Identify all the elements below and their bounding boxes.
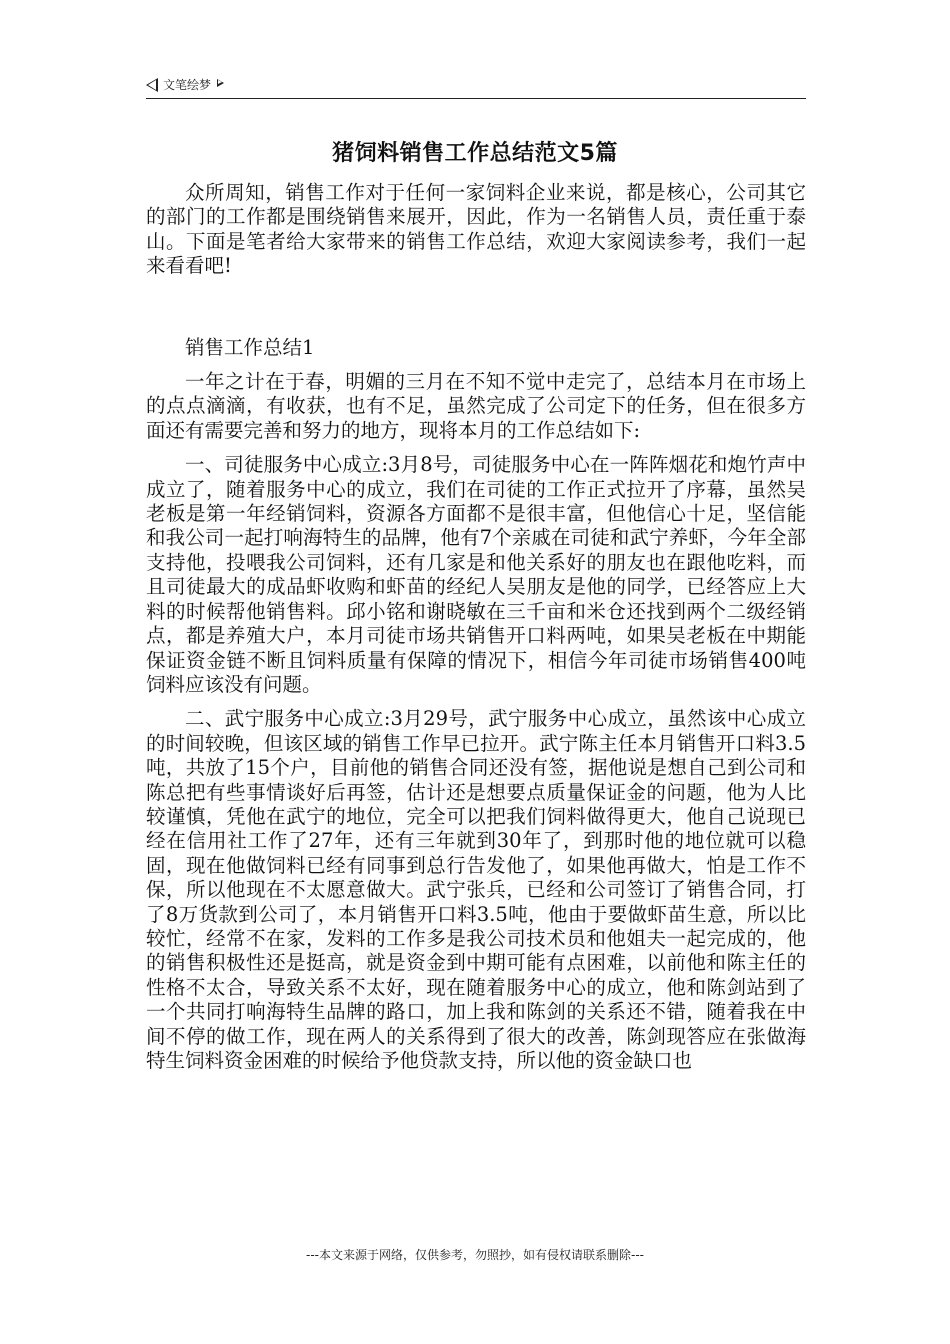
page-footer: ---本文来源于网络，仅供参考，勿照抄，如有侵权请联系删除--- (306, 1248, 644, 1262)
body-paragraph-2: 一、司徒服务中心成立:3月8号，司徒服务中心在一阵阵烟花和炮竹声中成立了，随着服务中心的成立，我们在司徒的工作正式拉开了序幕，虽然吴老板是第一年经销饲料，资源各方面都不是很丰富，但他信心十足，坚信能和我公司一起打响海特生的品牌，他有7个亲戚在司徒和武宁养虾，今年全部支持他，投喂我公司饲料，还有几家是和他关系好的朋友也在跟他吃料，而且司徒最大的成品虾收购和虾苗的经纪人吴朋友是他的同学，已经答应上大料的时候帮他销售料。邱小铭和谢晓敏在三千亩和米仓还找到两个二级经销点，都是养殖大户，本月司徒市场共销售开口料两吨，如果吴老板在中期能保证资金链不断且饲料质量有保障的情况下，相信今年司徒市场销售400吨饲料应该没有问题。 (146, 453, 806, 696)
paragraph-spacer (146, 443, 806, 453)
header-brand (146, 76, 224, 93)
document-body (146, 181, 806, 1073)
document-title: 猪饲料销售工作总结范文5篇 (332, 141, 618, 166)
header-brand-text: 文笔绘梦 (163, 78, 212, 92)
page-header (146, 74, 806, 99)
paragraph-spacer (146, 360, 806, 370)
triangle-left-icon (146, 78, 158, 92)
intro-paragraph: 众所周知，销售工作对于任何一家饲料企业来说，都是核心，公司其它的部门的工作都是围绕销售来展开，因此，作为一名销售人员，责任重于泰山。下面是笔者给大家带来的销售工作总结，欢迎大家阅读参考，我们一起来看看吧! (146, 181, 806, 278)
body-paragraph-1: 一年之计在于春，明媚的三月在不知不觉中走完了，总结本月在市场上的点点滴滴，有收获，也有不足，虽然完成了公司定下的任务，但在很多方面还有需要完善和努力的地方，现将本月的工作总结如下: (146, 370, 806, 442)
triangle-right-icon (217, 79, 224, 87)
section-spacer (146, 279, 806, 336)
paragraph-spacer (146, 697, 806, 707)
section-heading: 销售工作总结1 (185, 335, 315, 359)
body-paragraph-3: 二、武宁服务中心成立:3月29号，武宁服务中心成立，虽然该中心成立的时间较晚，但该区域的销售工作早已拉开。武宁陈主任本月销售开口料3.5吨，共放了15个户，目前他的销售合同还没有签，据他说是想自己到公司和陈总把有些事情谈好后再签，估计还是想要点质量保证金的问题，他为人比较谨慎，凭他在武宁的地位，完全可以把我们饲料做得更大，他自己说现已经在信用社工作了27年，还有三年就到30年了，到那时他的地位就可以稳固，现在他做饲料已经有同事到总行告发他了，如果他再做大，怕是工作不保，所以他现在不太愿意做大。武宁张兵，已经和公司签订了销售合同，打了8万货款到公司了，本月销售开口料3.5吨，他由于要做虾苗生意，所以比较忙，经常不在家，发料的工作多是我公司技术员和他姐夫一起完成的，他的销售积极性还是挺高，就是资金到中期可能有点困难，以前他和陈主任的性格不太合，导致关系不太好，现在随着服务中心的成立，他和陈剑站到了一个共同打响海特生品牌的路口，加上我和陈剑的关系还不错，随着我在中间不停的做工作，现在两人的关系得到了很大的改善，陈剑现答应在张做海特生饲料资金困难的时候给予他贷款支持，所以他的资金缺口也 (146, 707, 806, 1072)
